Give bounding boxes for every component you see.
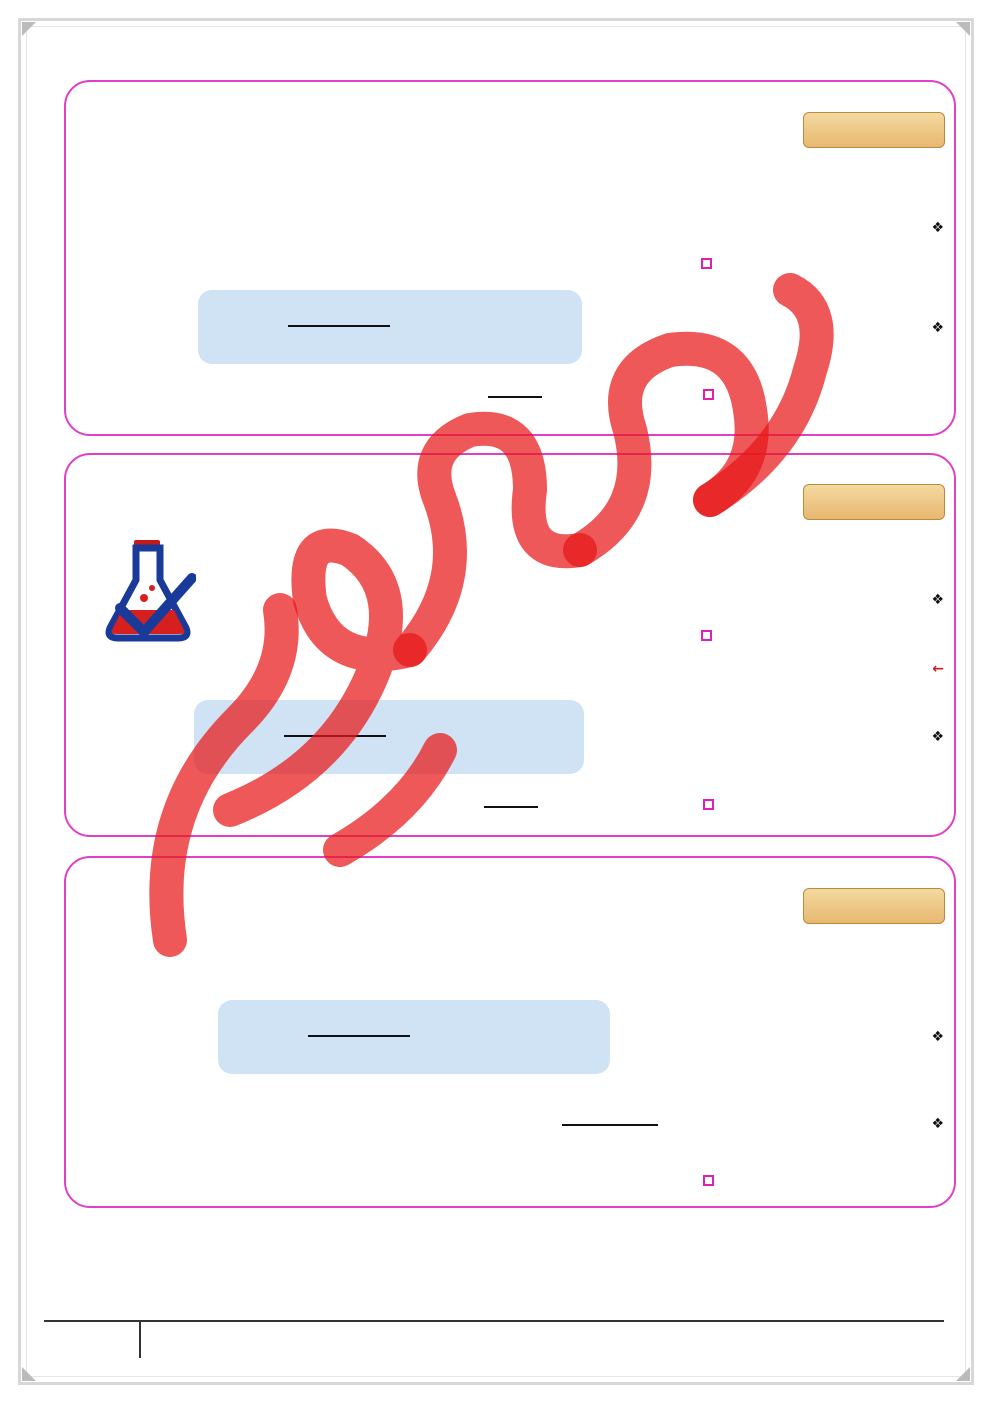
corner-ornament bbox=[956, 1367, 970, 1381]
checkbox-icon bbox=[703, 389, 714, 400]
author-badge bbox=[803, 112, 945, 148]
example-1-step1: ❖ bbox=[931, 220, 944, 236]
example-2-step1: ❖ bbox=[931, 592, 944, 608]
example-3-step1: ❖ bbox=[931, 1029, 944, 1045]
checkbox-icon bbox=[703, 1175, 714, 1186]
example-2-final-bar bbox=[484, 806, 538, 808]
example-1-formula-box bbox=[198, 290, 582, 364]
top-border-strip bbox=[44, 22, 950, 56]
example-1-mass-result bbox=[697, 254, 712, 272]
footer-divider bbox=[44, 1320, 944, 1322]
example-1-final-bar bbox=[488, 396, 542, 398]
author-badge bbox=[803, 484, 945, 520]
checkbox-icon bbox=[703, 799, 714, 810]
example-3-formula-box bbox=[218, 1000, 610, 1074]
author-badge bbox=[803, 888, 945, 924]
example-2-mass-result bbox=[697, 626, 712, 644]
example-3-step2: ❖ bbox=[931, 1116, 944, 1132]
example-2-final bbox=[699, 796, 714, 812]
example-3-final bbox=[699, 1170, 714, 1189]
formula-fraction-bar bbox=[284, 735, 386, 737]
checkbox-icon bbox=[701, 630, 712, 641]
example-1-final bbox=[699, 386, 714, 402]
example-3-sub-bar bbox=[562, 1124, 658, 1126]
example-2-note bbox=[932, 661, 944, 677]
corner-ornament bbox=[956, 22, 970, 36]
formula-fraction-bar bbox=[288, 325, 390, 327]
corner-ornament bbox=[22, 22, 36, 36]
checkbox-icon bbox=[701, 258, 712, 269]
closing-prayer-text bbox=[200, 1228, 800, 1308]
left-border-strip bbox=[22, 62, 58, 1302]
example-2-formula-box bbox=[194, 700, 584, 774]
flask-logo-icon bbox=[100, 538, 196, 642]
example-2-step2: ❖ bbox=[931, 729, 944, 745]
corner-ornament bbox=[22, 1367, 36, 1381]
footer-page-separator bbox=[139, 1320, 141, 1358]
arrow-left-icon: ← bbox=[932, 661, 944, 677]
example-1-step2: ❖ bbox=[931, 320, 944, 336]
formula-fraction-bar bbox=[308, 1035, 410, 1037]
